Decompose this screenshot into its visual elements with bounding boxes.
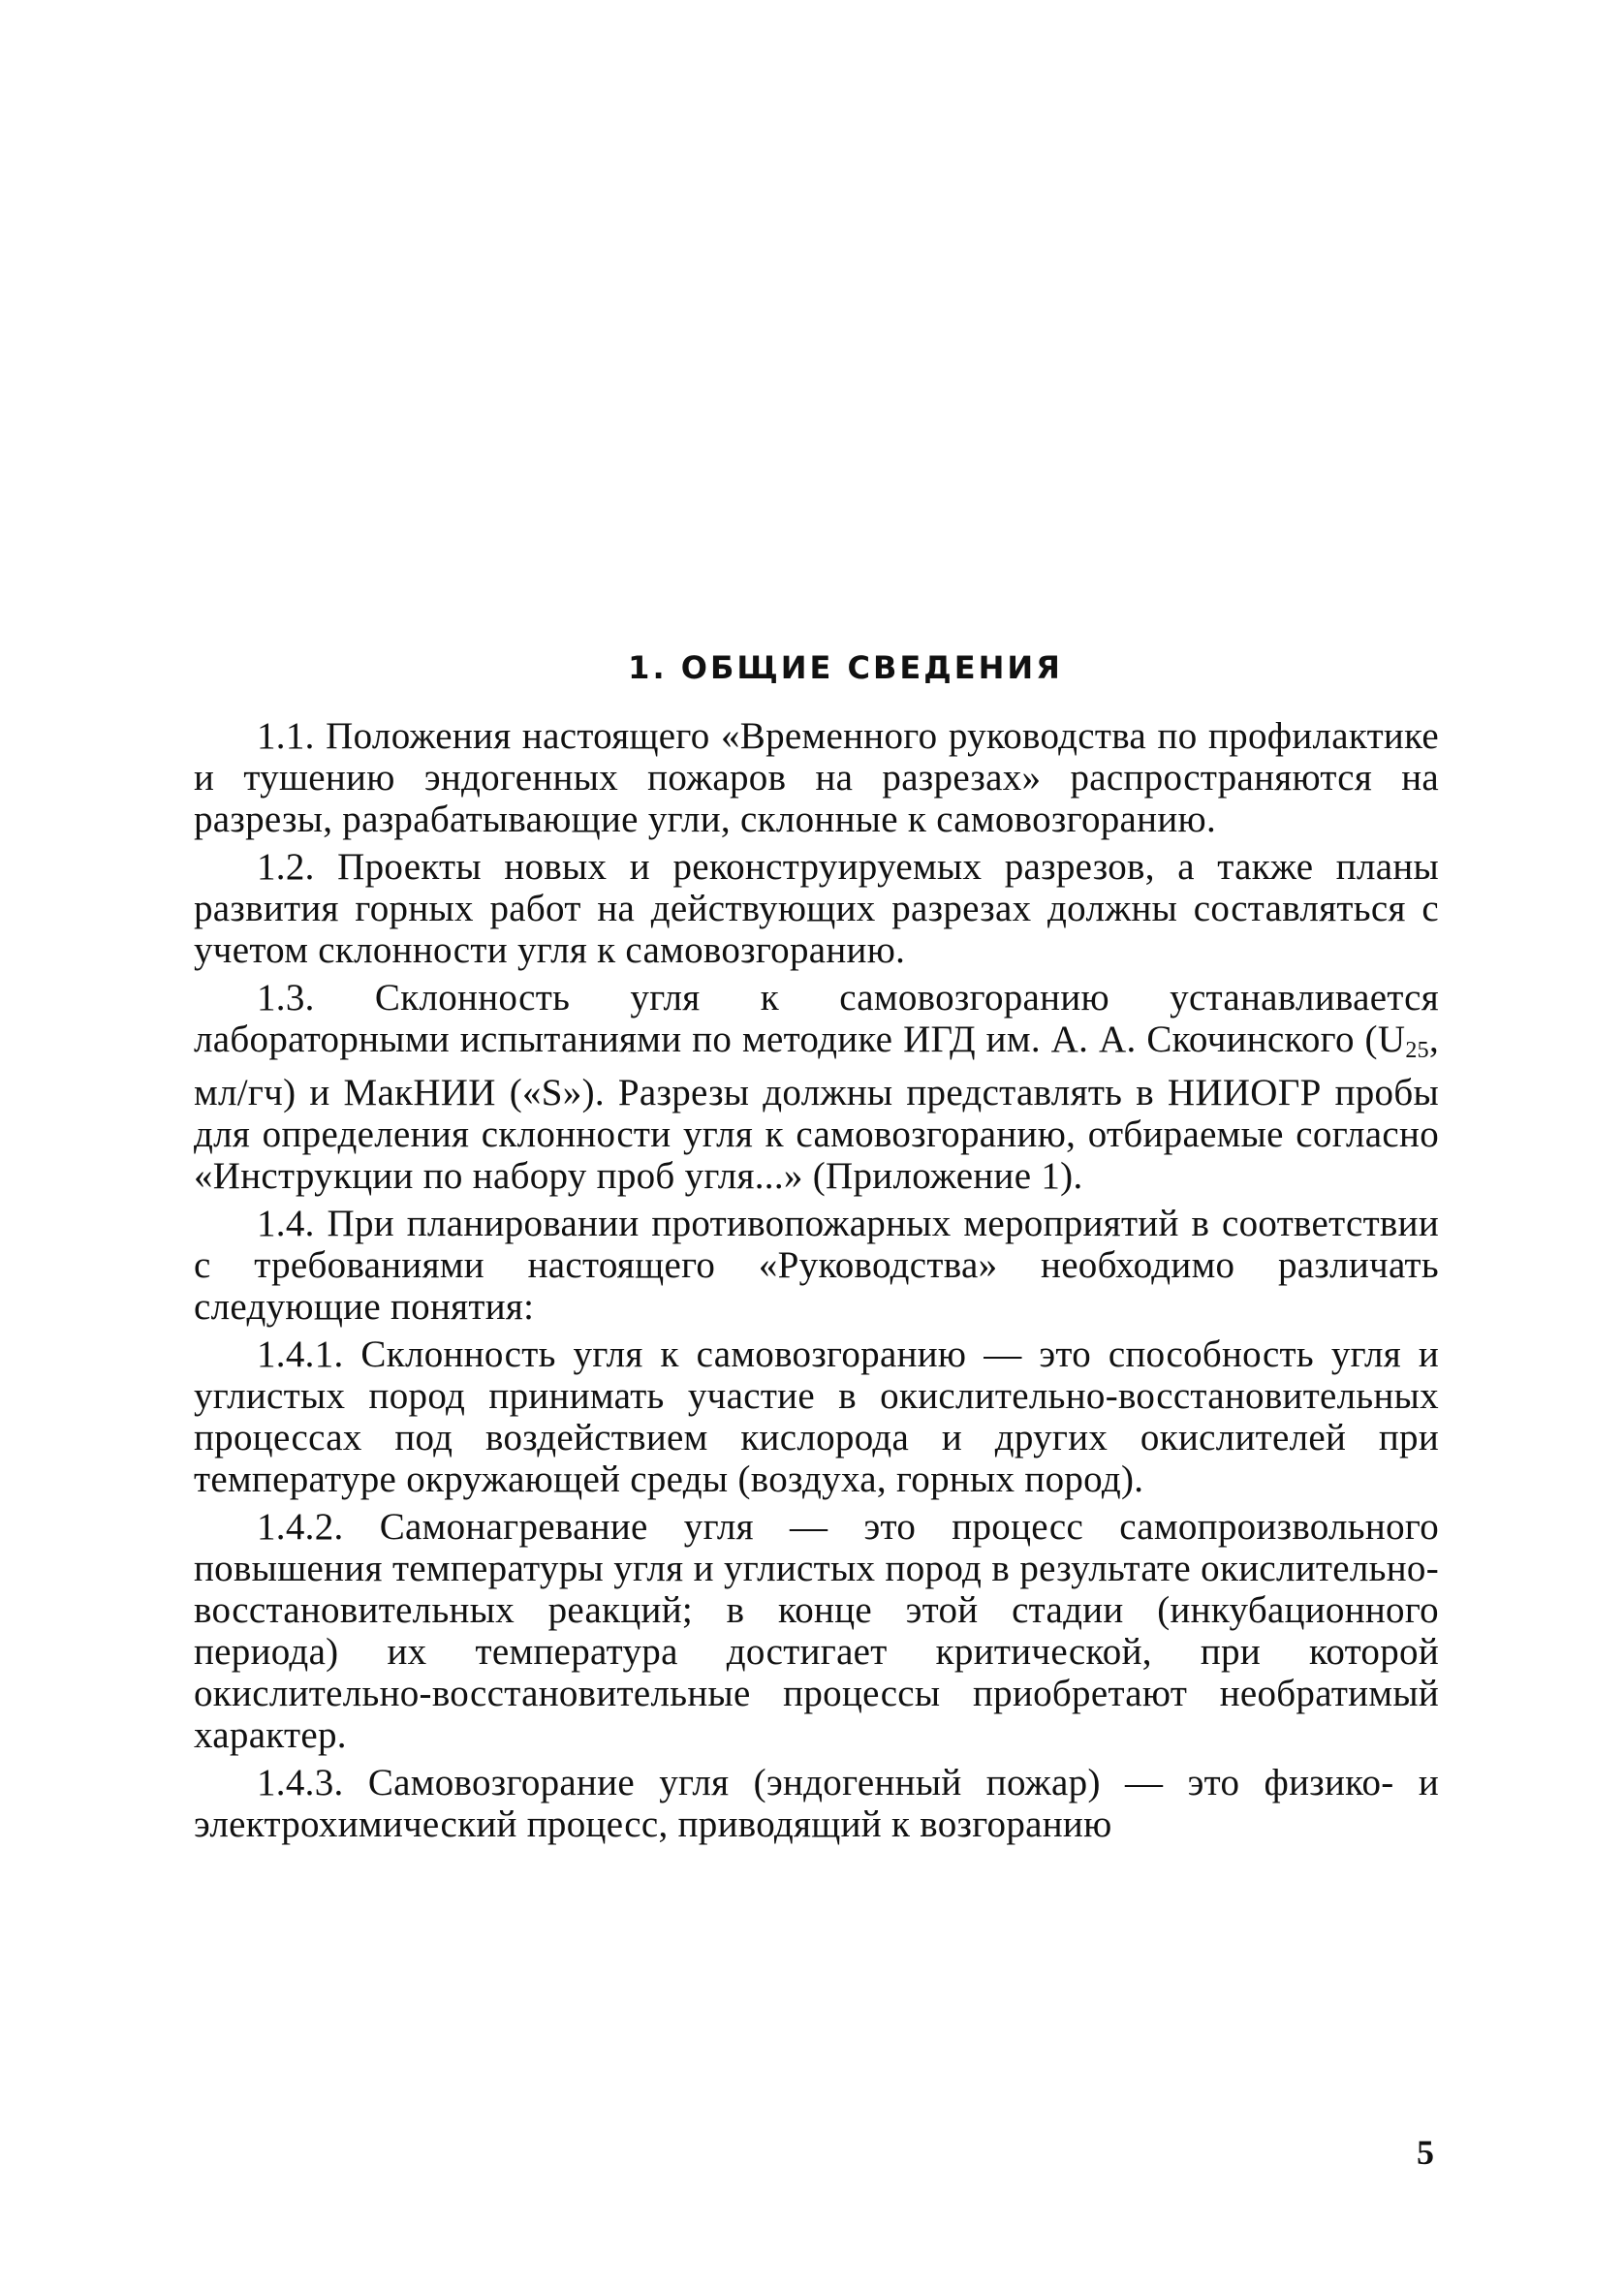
paragraph-1-4-3: 1.4.3. Самовозгорание угля (эндогенный пожар) — это физико- и электрохимический процесс, приводящий к возгоранию	[194, 1762, 1439, 1845]
page-content	[194, 649, 1439, 1851]
paragraph-1-4-1: 1.4.1. Склонность угля к самовозгоранию — это способность угля и углистых пород принимать участие в окислительно-восстановительных процессах под воздействием кислорода и других окислителей при температуре окружающей среды (воздуха, горных пород).	[194, 1333, 1439, 1500]
paragraph-1-3-end: , мл/гч) и МакНИИ («S»). Разрезы должны представлять в НИИОГР пробы для определения склонности угля к самовозгоранию, отбираемые согласно «Инструкции по набору проб угля...» (Приложение 1).	[194, 1019, 1439, 1197]
paragraph-1-4-2: 1.4.2. Самонагревание угля — это процесс самопроизвольного повышения температуры угля и углистых пород в результате окислительно-восстановительных реакций; в конце этой стадии (инкубационного периода) их температура достигает критической, при которой окислительно-восстановительные процессы приобретают необратимый характер.	[194, 1506, 1439, 1756]
paragraph-1-2: 1.2. Проекты новых и реконструируемых разрезов, а также планы развития горных работ на действующих разрезах должны составляться с учетом склонности угля к самовозгоранию.	[194, 846, 1439, 971]
paragraph-1-1: 1.1. Положения настоящего «Временного руководства по профилактике и тушению эндогенных пожаров на разрезах» распространяются на разрезы, разрабатывающие угли, склонные к самовозгоранию.	[194, 715, 1439, 840]
u25-subscript: 25	[1405, 1038, 1429, 1063]
paragraph-1-3	[194, 977, 1439, 1197]
page-number: 5	[1417, 2133, 1434, 2172]
section-title: 1. ОБЩИЕ СВЕДЕНИЯ	[628, 649, 1063, 686]
paragraph-1-4: 1.4. При планировании противопожарных мероприятий в соответствии с требованиями настоящего «Руководства» необходимо различать следующие понятия:	[194, 1203, 1439, 1328]
paragraph-1-3-start: 1.3. Склонность угля к самовозгоранию устанавливается лабораторными испытаниями по методике ИГД им. А. А. Скочинского (U	[194, 977, 1439, 1060]
